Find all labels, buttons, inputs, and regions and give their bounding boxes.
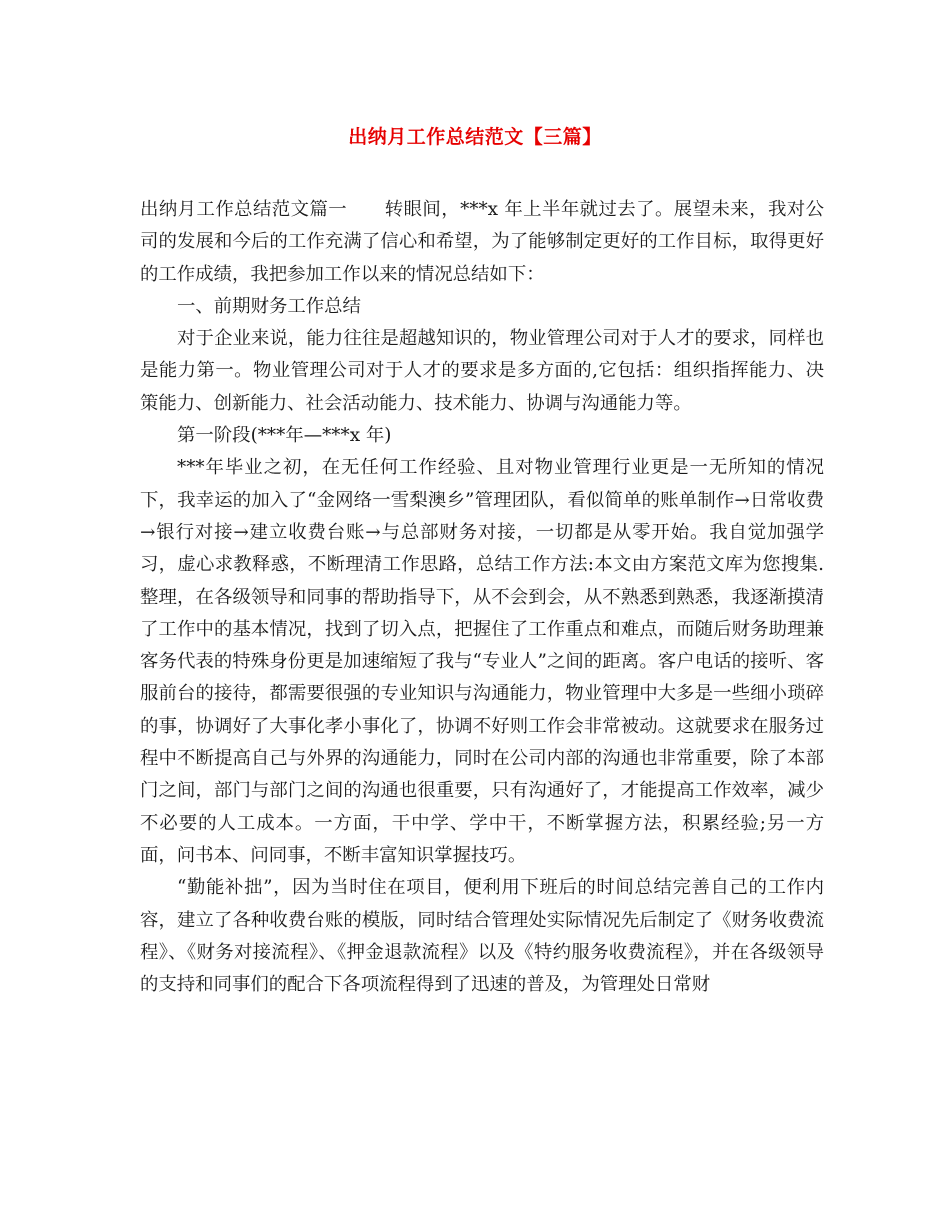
paragraph-stage-heading: 第一阶段(***年—***x 年) xyxy=(177,425,392,447)
document-body xyxy=(140,194,824,1001)
paragraph-section-heading: 一、前期财务工作总结 xyxy=(177,295,361,317)
document-title: 出纳月工作总结范文【三篇】 xyxy=(348,126,602,148)
paragraph-ability: 对于企业来说，能力往往是超越知识的，物业管理公司对于人才的要求，同样也是能力第一。物业管理公司对于人才的要求是多方面的,它包括：组织指挥能力、决策能力、创新能力、社会活动能力、技术能力、协调与沟通能力等。 xyxy=(140,328,824,414)
paragraph-stage-body: ***年毕业之初，在无任何工作经验、且对物业管理行业更是一无所知的情况下，我幸运的加入了“金网络一雪梨澳乡”管理团队，看似简单的账单制作→日常收费→银行对接→建立收费台账→与总部财务对接，一切都是从零开始。我自觉加强学习，虚心求教释惑，不断理清工作思路，总结工作方法:本文由方案范文库为您搜集.整理，在各级领导和同事的帮助指导下，从不会到会，从不熟悉到熟悉，我逐渐摸清了工作中的基本情况，找到了切入点，把握住了工作重点和难点，而随后财务助理兼客务代表的特殊身份更是加速缩短了我与“专业人”之间的距离。客户电话的接听、客服前台的接待，都需要很强的专业知识与沟通能力，物业管理中大多是一些细小琐碎的事，协调好了大事化孝小事化了，协调不好则工作会非常被动。这就要求在服务过程中不断提高自己与外界的沟通能力，同时在公司内部的沟通也非常重要，除了本部门之间，部门与部门之间的沟通也很重要，只有沟通好了，才能提高工作效率，减少不必要的人工成本。一方面，干中学、学中干，不断掌握方法，积累经验;另一方面，问书本、问同事，不断丰富知识掌握技巧。 xyxy=(140,457,824,866)
paragraph-diligence: “勤能补拙”，因为当时住在项目，便利用下班后的时间总结完善自己的工作内容，建立了各种收费台账的模版，同时结合管理处实际情况先后制定了《财务收费流程》、《财务对接流程》、《押金退款流程》以及《特约服务收费流程》，并在各级领导的支持和同事们的配合下各项流程得到了迅速的普及，为管理处日常财 xyxy=(140,877,824,996)
paragraph-intro: 出纳月工作总结范文篇一 转眼间，***x 年上半年就过去了。展望未来，我对公司的发展和今后的工作充满了信心和希望，为了能够制定更好的工作目标，取得更好的工作成绩，我把参加工作以来的情况总结如下： xyxy=(140,199,824,285)
